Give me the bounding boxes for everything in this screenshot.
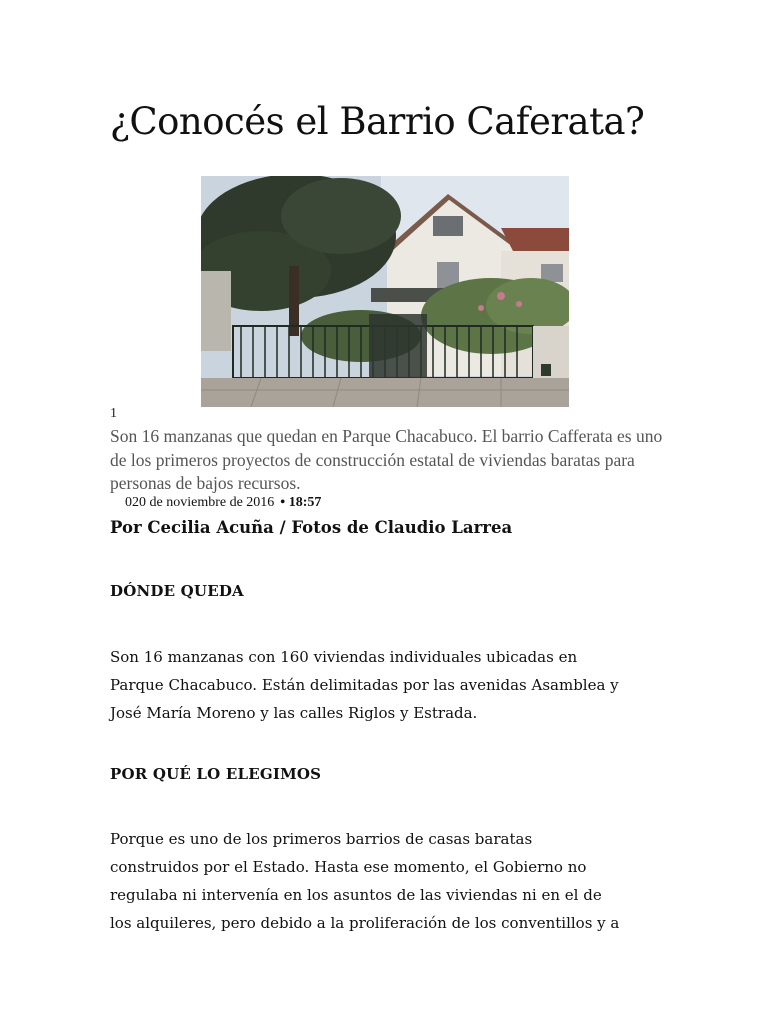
section-body-por-que — [110, 825, 680, 937]
article-date: 020 de noviembre de 2016 — [125, 495, 275, 510]
body-line: regulaba ni intervenía en los asuntos de las viviendas ni en el de — [110, 886, 602, 904]
body-line: Parque Chacabuco. Están delimitadas por las avenidas Asamblea y — [110, 676, 619, 694]
image-counter: 1 — [110, 406, 117, 421]
article-dateline — [125, 495, 321, 511]
body-line: Son 16 manzanas con 160 viviendas individuales ubicadas en — [110, 648, 578, 666]
article-time: • 18:57 — [280, 495, 322, 510]
body-line: construidos por el Estado. Hasta ese momento, el Gobierno no — [110, 858, 587, 876]
article-byline: Por Cecilia Acuña / Fotos de Claudio Larrea — [110, 518, 513, 537]
article-title: ¿Conocés el Barrio Caferata? — [110, 100, 645, 143]
body-line: José María Moreno y las calles Riglos y Estrada. — [110, 704, 478, 722]
section-heading-por-que: POR QUÉ LO ELEGIMOS — [110, 765, 322, 783]
body-line: los alquileres, pero debido a la proliferación de los conventillos y a — [110, 914, 620, 932]
body-line: Porque es uno de los primeros barrios de casas baratas — [110, 830, 533, 848]
section-body-donde-queda — [110, 643, 680, 727]
article-photo — [201, 176, 569, 407]
section-heading-donde-queda: DÓNDE QUEDA — [110, 582, 244, 600]
article-summary: Son 16 manzanas que quedan en Parque Chacabuco. El barrio Cafferata es uno de los primeros proyectos de construcción estatal de viviendas baratas para personas de bajos recursos. — [110, 426, 663, 493]
